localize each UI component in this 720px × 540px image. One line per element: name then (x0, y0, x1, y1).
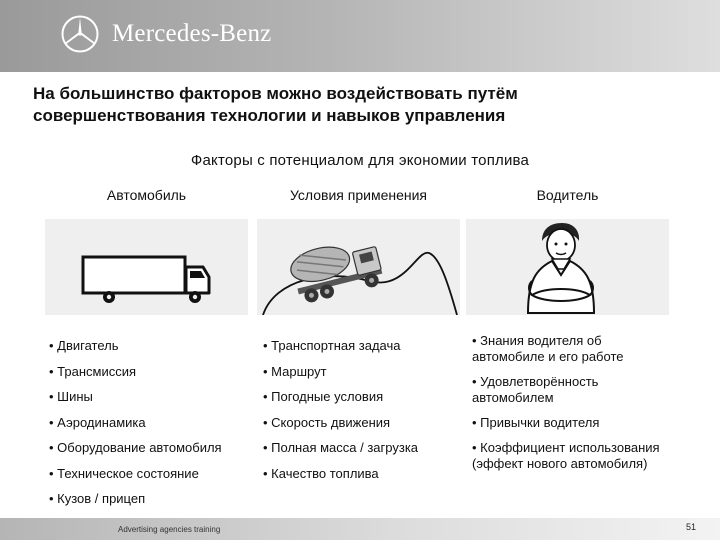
list-item: • Кузов / прицеп (49, 486, 254, 512)
vehicle-image-panel (45, 219, 248, 315)
driver-factors-list (472, 333, 662, 472)
list-item: • Шины (49, 384, 254, 410)
brand-name: Mercedes-Benz (112, 20, 272, 47)
header-bar (0, 0, 720, 72)
list-item: • Оборудование автомобиля (49, 435, 254, 461)
list-item: • Привычки водителя (472, 415, 662, 431)
truck-icon (45, 219, 248, 315)
column-heading-conditions: Условия применения (289, 187, 428, 203)
footer-text: Advertising agencies training (118, 525, 221, 534)
list-item: • Знания водителя об автомобиле и его работе (472, 333, 662, 365)
list-item: • Аэродинамика (49, 410, 254, 436)
slide-title (33, 83, 693, 127)
list-item: • Погодные условия (263, 384, 463, 410)
list-item: • Скорость движения (263, 410, 463, 436)
vehicle-factors-list (49, 333, 254, 512)
list-item: • Удовлетворённость автомобилем (472, 374, 662, 406)
list-item: • Маршрут (263, 359, 463, 385)
list-item: • Техническое состояние (49, 461, 254, 487)
conditions-image-panel (257, 219, 460, 315)
title-line-2: совершенствования технологии и навыков управления (33, 106, 506, 125)
list-item: • Полная масса / загрузка (263, 435, 463, 461)
footer-bar (0, 518, 720, 540)
list-item: • Двигатель (49, 333, 254, 359)
list-item: • Коэффициент использования (эффект нового автомобиля) (472, 440, 662, 472)
column-heading-vehicle: Автомобиль (106, 187, 187, 203)
page-number: 51 (686, 522, 697, 532)
driver-image-panel (466, 219, 669, 315)
conditions-factors-list (263, 333, 463, 486)
concrete-mixer-on-hill-icon (257, 219, 460, 315)
title-line-1: На большинство факторов можно воздействовать путём (33, 84, 518, 103)
list-item: • Транспортная задача (263, 333, 463, 359)
driver-person-icon (466, 219, 669, 315)
column-heading-driver: Водитель (536, 187, 599, 203)
list-item: • Трансмиссия (49, 359, 254, 385)
list-item: • Качество топлива (263, 461, 463, 487)
slide-subtitle: Факторы с потенциалом для экономии топлива (190, 152, 530, 169)
mercedes-star-icon (60, 14, 100, 54)
